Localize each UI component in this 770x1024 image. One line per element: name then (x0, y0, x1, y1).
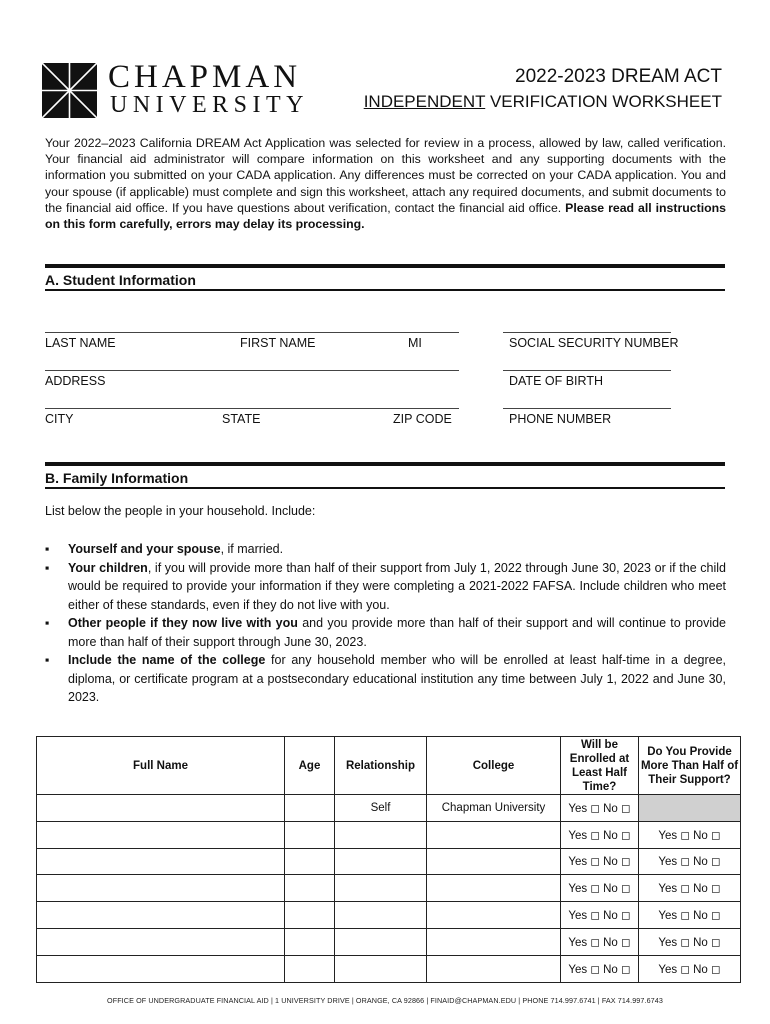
bullet-bold: Yourself and your spouse (68, 542, 221, 556)
phone-line[interactable] (503, 408, 671, 409)
bullet-bold: Other people if they now live with you (68, 616, 298, 630)
table-row (37, 928, 741, 955)
bullet-yourself (45, 540, 726, 559)
address-label: ADDRESS (45, 374, 106, 388)
enrolled-yes-no[interactable]: Yes ◻ No ◻ (561, 875, 639, 902)
college-cell[interactable] (427, 848, 561, 875)
dob-label: DATE OF BIRTH (509, 374, 603, 388)
bullet-bold: Your children (68, 560, 148, 575)
header-relationship: Relationship (335, 737, 427, 795)
header-support: Do You Provide More Than Half of Their Support? (639, 737, 741, 795)
full-name-cell[interactable] (37, 821, 285, 848)
zip-label: ZIP CODE (393, 412, 452, 426)
city-label: CITY (45, 412, 74, 426)
address-line[interactable] (45, 370, 459, 371)
household-table (36, 736, 741, 983)
support-shaded-cell (639, 795, 741, 822)
bullet-text: , if married. (220, 542, 284, 556)
header-enrolled: Will be Enrolled at Least Half Time? (561, 737, 639, 795)
age-cell[interactable] (285, 955, 335, 982)
section-a-title: A. Student Information (45, 272, 196, 288)
ssn-line[interactable] (503, 332, 671, 333)
relationship-cell: Self (335, 795, 427, 822)
relationship-cell[interactable] (335, 875, 427, 902)
support-yes-no[interactable]: Yes ◻ No ◻ (639, 902, 741, 929)
full-name-cell[interactable] (37, 902, 285, 929)
enrolled-yes-no[interactable]: Yes ◻ No ◻ (561, 902, 639, 929)
relationship-cell[interactable] (335, 902, 427, 929)
table-row (37, 875, 741, 902)
enrolled-yes-no[interactable]: Yes ◻ No ◻ (561, 928, 639, 955)
bullet-children (45, 559, 726, 615)
bullet-bold: Include the name of the college (68, 653, 266, 667)
name-line[interactable] (45, 332, 459, 333)
table-row (37, 795, 741, 822)
state-label: STATE (222, 412, 261, 426)
header-age: Age (285, 737, 335, 795)
bullet-text: and you provide more than half of their support and will continue to provide more than half of their support through June 30, 2023. (68, 616, 726, 649)
college-cell[interactable] (427, 902, 561, 929)
relationship-cell[interactable] (335, 848, 427, 875)
support-yes-no[interactable]: Yes ◻ No ◻ (639, 928, 741, 955)
age-cell[interactable] (285, 902, 335, 929)
household-bullet-list (45, 540, 726, 707)
city-line[interactable] (45, 408, 459, 409)
intro-text: Your 2022–2023 California DREAM Act Application was selected for review in a process, allowed by law, called verification. Your financial aid administrator will compare information on this worksheet and any supporting documents with the information you submitted on your CADA application. Any differences must be corrected on your CADA application. You and your spouse (if applicable) must complete and sign this worksheet, attach any required documents, and submit documents to the financial aid office. If you have questions about verification, contact the financial aid office. (45, 136, 726, 215)
chapman-logo (42, 59, 327, 119)
full-name-cell[interactable] (37, 928, 285, 955)
page-footer: OFFICE OF UNDERGRADUATE FINANCIAL AID | 1 UNIVERSITY DRIVE | ORANGE, CA 92866 | FINAID@CHAPMAN.EDU | PHONE 714.997.6741 | FAX 714.997.6743 (107, 996, 663, 1005)
college-cell[interactable] (427, 928, 561, 955)
enrolled-yes-no[interactable]: Yes ◻ No ◻ (561, 955, 639, 982)
table-row (37, 955, 741, 982)
enrolled-yes-no[interactable]: Yes ◻ No ◻ (561, 848, 639, 875)
phone-label: PHONE NUMBER (509, 412, 612, 426)
form-title-rest: VERIFICATION WORKSHEET (485, 92, 722, 111)
intro-paragraph (45, 135, 726, 232)
support-yes-no[interactable]: Yes ◻ No ◻ (639, 848, 741, 875)
relationship-cell[interactable] (335, 955, 427, 982)
ssn-label: SOCIAL SECURITY NUMBER (509, 336, 679, 350)
enrolled-yes-no[interactable]: Yes ◻ No ◻ (561, 821, 639, 848)
table-header-row (37, 737, 741, 795)
last-name-label: LAST NAME (45, 336, 116, 350)
full-name-cell[interactable] (37, 848, 285, 875)
form-title-line1: 2022-2023 DREAM ACT (515, 66, 722, 87)
age-cell[interactable] (285, 795, 335, 822)
logo-wordmark-top: CHAPMAN (108, 59, 302, 95)
age-cell[interactable] (285, 821, 335, 848)
section-b-bottom-rule (45, 487, 725, 489)
bullet-text: , if you will provide more than half of their support from July 1, 2022 through June 30, 2023 or if the child would be required to provide your information if they were completing a 2021-2022 FAFSA. Include children who meet either of these standards, even if they do not live with you. (68, 560, 726, 612)
college-cell[interactable] (427, 955, 561, 982)
relationship-cell[interactable] (335, 928, 427, 955)
support-yes-no[interactable]: Yes ◻ No ◻ (639, 875, 741, 902)
section-b-top-rule (45, 462, 725, 466)
first-name-label: FIRST NAME (240, 336, 316, 350)
section-b-title: B. Family Information (45, 470, 189, 486)
college-cell[interactable] (427, 875, 561, 902)
household-list-intro: List below the people in your household. Include: (45, 504, 316, 518)
chapman-logo-icon (42, 63, 97, 118)
full-name-cell[interactable] (37, 875, 285, 902)
table-row (37, 848, 741, 875)
bullet-icon: ▪ (45, 560, 50, 575)
relationship-cell[interactable] (335, 821, 427, 848)
mi-label: MI (408, 336, 422, 350)
header-full-name: Full Name (37, 737, 285, 795)
bullet-icon: ▪ (45, 542, 50, 556)
header-college: College (427, 737, 561, 795)
form-title-line2 (364, 92, 722, 112)
dob-line[interactable] (503, 370, 671, 371)
full-name-cell[interactable] (37, 795, 285, 822)
logo-wordmark-bottom: UNIVERSITY (110, 92, 309, 118)
table-row (37, 821, 741, 848)
intro-bold-warning: Please read all instructions on this form carefully, errors may delay its processing. (45, 200, 726, 232)
support-yes-no[interactable]: Yes ◻ No ◻ (639, 955, 741, 982)
section-a-bottom-rule (45, 289, 725, 291)
enrolled-yes-no[interactable]: Yes ◻ No ◻ (561, 795, 639, 822)
college-cell[interactable] (427, 821, 561, 848)
bullet-icon: ▪ (45, 616, 50, 630)
age-cell[interactable] (285, 848, 335, 875)
section-a-top-rule (45, 264, 725, 268)
age-cell[interactable] (285, 928, 335, 955)
college-cell: Chapman University (427, 795, 561, 822)
bullet-college (45, 651, 726, 707)
bullet-icon: ▪ (45, 653, 50, 667)
support-yes-no[interactable]: Yes ◻ No ◻ (639, 821, 741, 848)
bullet-text: for any household member who will be enrolled at least half-time in a degree, diploma, or certificate program at a postsecondary educational institution any time between July 1, 2022 and June 30, 2023. (68, 653, 726, 704)
form-title-independent: INDEPENDENT (363, 92, 486, 111)
table-row (37, 902, 741, 929)
full-name-cell[interactable] (37, 955, 285, 982)
age-cell[interactable] (285, 875, 335, 902)
bullet-other-people (45, 614, 726, 651)
